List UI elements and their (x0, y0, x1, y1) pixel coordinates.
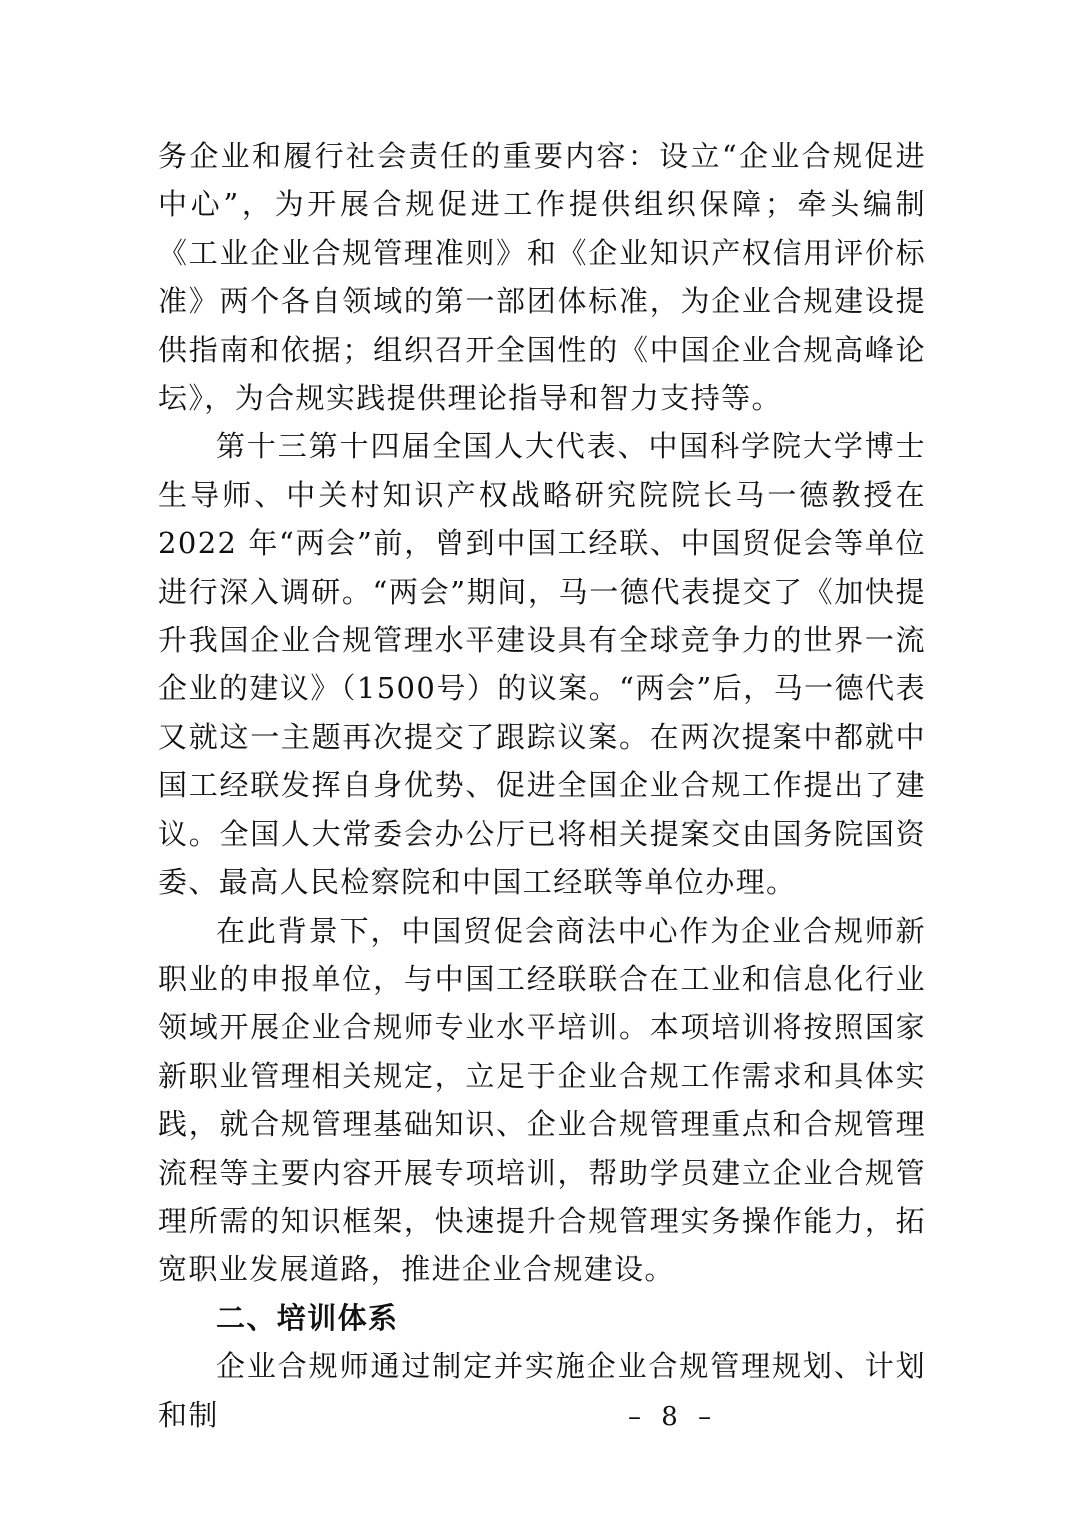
document-body (158, 132, 926, 1439)
section-heading: 二、培训体系 (216, 1300, 399, 1335)
paragraph-npc-representative: 第十三第十四届全国人大代表、中国科学院大学博士生导师、中关村知识产权战略研究院院长马一德教授在 2022 年“两会”前，曾到中国工经联、中国贸促会等单位进行深入调研。“两会”期间，马一德代表提交了《加快提升我国企业合规管理水平建设具有全球竞争力的世界一流企业的建议》（1500号）的议案。“两会”后，马一德代表又就这一主题再次提交了跟踪议案。在两次提案中都就中国工经联发挥自身优势、促进全国企业合规工作提出了建议。全国人大常委会办公厅已将相关提案交由国务院国资委、最高人民检察院和中国工经联等单位办理。 (158, 429, 926, 900)
paragraph-continuation: 务企业和履行社会责任的重要内容：设立“企业合规促进中心”，为开展合规促进工作提供组织保障；牵头编制《工业企业合规管理准则》和《企业知识产权信用评价标准》两个各自领域的第一部团体标准，为企业合规建设提供指南和依据；组织召开全国性的《中国企业合规高峰论坛》，为合规实践提供理论指导和智力支持等。 (158, 139, 926, 416)
paragraph-training-system: 企业合规师通过制定并实施企业合规管理规划、计划和制 (158, 1349, 926, 1432)
page-number: – 8 – (628, 1402, 718, 1432)
paragraph-background: 在此背景下，中国贸促会商法中心作为企业合规师新职业的申报单位，与中国工经联联合在工业和信息化行业领域开展企业合规师专业水平培训。本项培训将按照国家新职业管理相关规定，立足于企业合规工作需求和具体实践，就合规管理基础知识、企业合规管理重点和合规管理流程等主要内容开展专项培训，帮助学员建立企业合规管理所需的知识框架，快速提升合规管理实务操作能力，拓宽职业发展道路，推进企业合规建设。 (158, 913, 926, 1287)
